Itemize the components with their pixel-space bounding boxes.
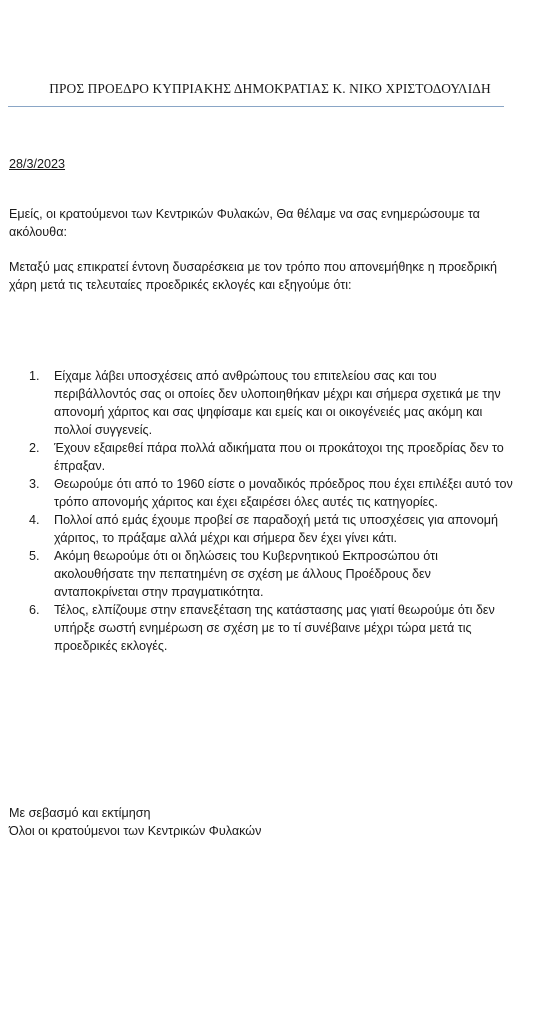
list-item: [9, 439, 514, 475]
list-item: [9, 475, 514, 511]
letter-heading: ΠΡΟΣ ΠΡΟΕΔΡΟ ΚΥΠΡΙΑΚΗΣ ΔΗΜΟΚΡΑΤΙΑΣ Κ. ΝΙΚΟ ΧΡΙΣΤΟΔΟΥΛΙΔΗ: [49, 81, 491, 96]
header-divider: [8, 106, 504, 107]
context-paragraph: Μεταξύ μας επικρατεί έντονη δυσαρέσκεια με τον τρόπο που απονεμήθηκε η προεδρική χάρη μετά τις τελευταίες προεδρικές εκλογές και εξηγούμε ότι:: [9, 260, 498, 292]
list-item: [9, 367, 514, 439]
list-item-number: 2.: [29, 441, 40, 455]
list-item-number: 3.: [29, 477, 40, 491]
list-item-text: Έχουν εξαιρεθεί πάρα πολλά αδικήματα που οι προκάτοχοι της προεδρίας δεν το έπραξαν.: [54, 441, 504, 473]
list-item-text: Τέλος, ελπίζουμε στην επανεξέταση της κατάστασης μας γιατί θεωρούμε ότι δεν υπήρξε σωστή ενημέρωση σε σχέση με το τί συνέβαινε μέχρι τώρα μετά τις προεδρικές εκλογές.: [54, 603, 495, 653]
list-item-text: Είχαμε λάβει υποσχέσεις από ανθρώπους του επιτελείου σας και του περιβάλλοντός σας οι οποίες δεν υλοποιηθήκαν μέχρι και σήμερα σχετικά με την απονομή χάριτος και σας ψηφίσαμε και εμείς και οι οικογένειές μας ακόμη και πολλοί συγγενείς.: [54, 369, 501, 437]
list-item-number: 6.: [29, 603, 40, 617]
signature-line: Όλοι οι κρατούμενοι των Κεντρικών Φυλακών: [9, 824, 262, 838]
grievance-list: [9, 367, 514, 655]
list-item: [9, 601, 514, 655]
letter-date: 28/3/2023: [9, 157, 66, 171]
intro-paragraph: Εμείς, οι κρατούμενοι των Κεντρικών Φυλακών, Θα θέλαμε να σας ενημερώσουμε τα ακόλουθα:: [9, 207, 480, 239]
list-item: [9, 511, 514, 547]
list-item-number: 4.: [29, 513, 40, 527]
closing-line: Με σεβασμό και εκτίμηση: [9, 806, 151, 820]
list-item: [9, 547, 514, 601]
list-item-text: Ακόμη θεωρούμε ότι οι δηλώσεις του Κυβερνητικού Εκπροσώπου ότι ακολουθήσατε την πεπατημένη σε σχέση με άλλους Προέδρους δεν ανταποκρίνεται στην πραγματικότητα.: [54, 549, 438, 599]
list-item-number: 1.: [29, 369, 40, 383]
list-item-number: 5.: [29, 549, 40, 563]
list-item-text: Θεωρούμε ότι από το 1960 είστε ο μοναδικός πρόεδρος που έχει επιλέξει αυτό τον τρόπο απονομής χάριτος και έχει εξαιρέσει όλες αυτές τις κατηγορίες.: [54, 477, 513, 509]
list-item-text: Πολλοί από εμάς έχουμε προβεί σε παραδοχή μετά τις υποσχέσεις για απονομή χάριτος, το πράξαμε αλλά μέχρι και σήμερα δεν έχει γίνει κάτι.: [54, 513, 498, 545]
